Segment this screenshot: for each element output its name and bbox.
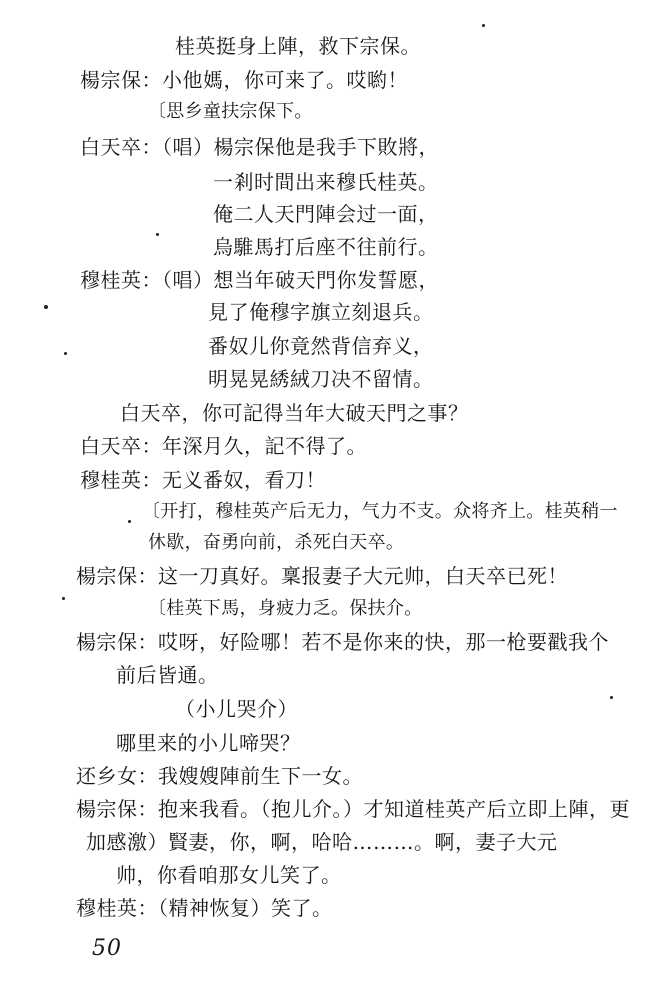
stage-direction: （小儿哭介）	[175, 697, 298, 721]
dialogue-line: 楊宗保：哎呀，好险哪！若不是你来的快，那一枪要戳我个	[76, 630, 609, 654]
scan-speck	[482, 24, 485, 27]
scan-speck	[610, 696, 613, 699]
dialogue-line: 楊宗保：小他媽，你可来了。哎喲！	[80, 68, 408, 92]
verse-line: 見了俺穆字旗立刻退兵。	[208, 300, 434, 324]
dialogue-line: 白天卒：年深月久，記不得了。	[80, 434, 367, 458]
verse-line: 俺二人天門陣会过一面，	[213, 202, 439, 226]
dialogue-line: 帅，你看咱那女儿笑了。	[116, 863, 342, 887]
dialogue-line: 楊宗保：抱来我看。（抱儿介。）才知道桂英产后立即上陣，更	[76, 797, 630, 821]
verse-line: 明晃晃綉絨刀决不留情。	[208, 367, 434, 391]
scan-speck	[64, 352, 67, 355]
scan-speck	[156, 233, 159, 236]
dialogue-line: 前后皆通。	[116, 663, 219, 687]
dialogue-line: 穆桂英：无义番奴，看刀！	[80, 468, 326, 492]
dialogue-line: 穆桂英：（唱）想当年破天門你发誓愿，	[80, 268, 439, 292]
verse-line: 烏騅馬打后座不往前行。	[213, 235, 439, 259]
dialogue-line: 穆桂英：（精神恢复）笑了。	[76, 896, 333, 920]
stage-direction: 〔开打，穆桂英产后无力，气力不支。众将齐上。桂英稍一	[142, 501, 618, 522]
verse-line: 一剎时間出来穆氏桂英。	[213, 170, 439, 194]
page-number: 50	[92, 936, 122, 961]
dialogue-line: 还乡女：我嫂嫂陣前生下一女。	[76, 764, 363, 788]
text-line: 桂英挺身上陣，救下宗保。	[175, 34, 421, 58]
dialogue-line: 白天卒，你可記得当年大破天門之事？	[120, 401, 469, 425]
scan-speck	[62, 597, 65, 600]
stage-direction: 休歇，奋勇向前，杀死白天卒。	[148, 532, 405, 553]
scan-speck	[44, 305, 48, 309]
dialogue-line: 楊宗保：这一刀真好。稟报妻子大元帅，白天卒已死！	[76, 564, 568, 588]
dialogue-line: 哪里来的小儿啼哭？	[116, 731, 301, 755]
dialogue-line: 白天卒：（唱）楊宗保他是我手下敗將，	[80, 135, 439, 159]
dialogue-line: 加感激）賢妻，你，啊，哈哈………。啊，妻子大元	[86, 830, 558, 854]
stage-direction: 〔桂英下馬，身疲力乏。保扶介。	[148, 598, 423, 619]
stage-direction: 〔思乡童扶宗保下。	[148, 101, 313, 122]
verse-line: 番奴儿你竟然背信弃义，	[208, 334, 434, 358]
scan-speck	[128, 520, 131, 523]
